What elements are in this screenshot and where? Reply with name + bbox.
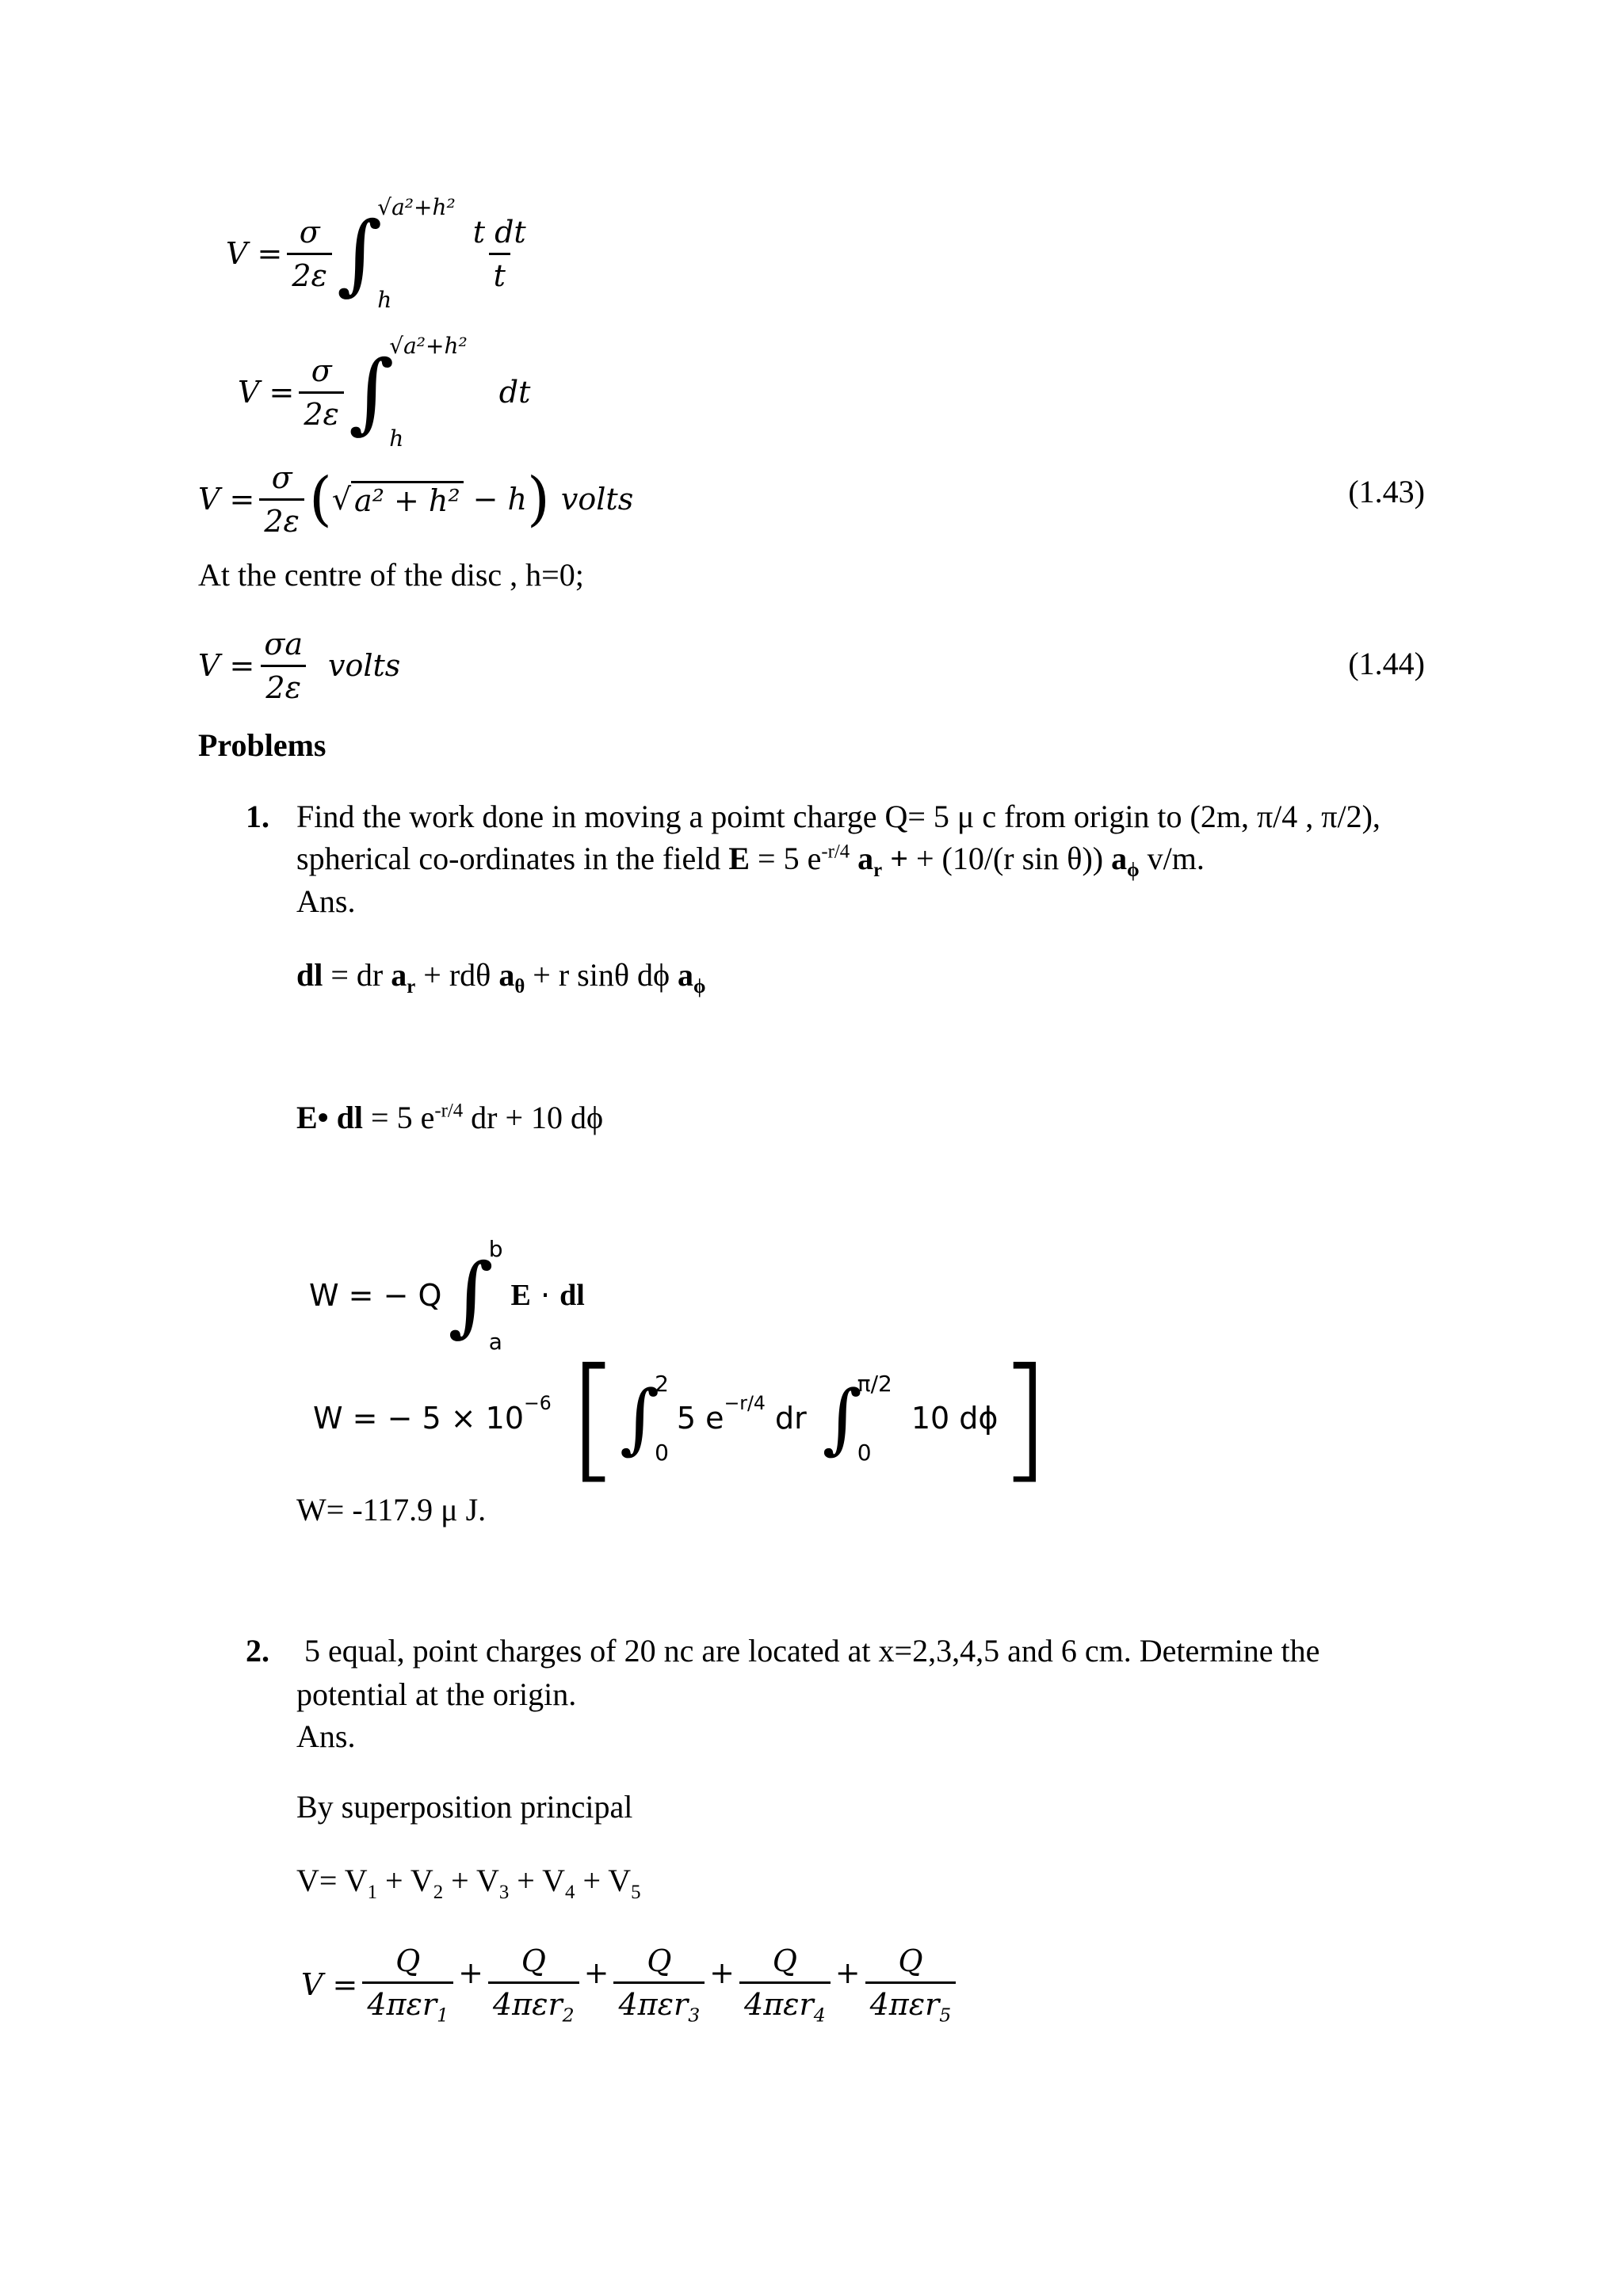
eq4-lhs: V = [198,648,255,683]
eq1-coefficient: $\frac{\sigma}{2\varepsilon}$ [287,215,332,293]
equation-number-1-44: (1.44) [1348,646,1425,681]
eq1-limits: √a²+h² h [377,194,456,313]
eq2-limits: √a²+h² h [389,333,468,452]
centre-text: At the centre of the disc , h=0; [198,557,584,593]
dl-equation: dl = dr $a_r + rd\theta$ $a_\theta + r$ sinθ dϕ $a_\phi$ [296,957,706,997]
potential-sum-equation: V = $\frac{Q}{4\pi\varepsilon r_1}$ + $\frac{Q}{4\pi\varepsilon r_2}$ + $\frac{Q}{4\pi\varepsilon r_3}$ + $\frac{Q}{4\pi\varepsilon r_4}$ + $\frac{Q}{4\pi\varepsilon r_5}$ [301,1933,960,2036]
superposition-text: By superposition principal [296,1789,633,1825]
potential-term-2: $\frac{Q}{4\pi\varepsilon r_2}$ [488,1943,579,2027]
right-paren: ) [527,465,550,533]
eq1-integrand: $\frac{\text{t dt}}{t}$ [472,214,526,293]
potential-term-1: $\frac{Q}{4\pi\varepsilon r_1}$ [362,1943,453,2027]
eq2-coefficient: $\frac{\sigma}{2\varepsilon}$ [299,353,344,432]
problem-2-ans: Ans. [296,1718,356,1754]
problem-1-ans: Ans. [296,883,356,919]
potential-term-5: $\frac{Q}{4\pi\varepsilon r_5}$ [865,1943,957,2027]
equation-4 [198,618,400,713]
eq4-unit: volts [327,648,401,683]
right-bracket: ] [998,1340,1051,1497]
potential-term-4: $\frac{Q}{4\pi\varepsilon r_4}$ [739,1943,831,2027]
work-evaluation: W = − 5 × 10 $^{-6}$ [ ∫ 2 0 5 e $^{-r/4}$ dr ∫ π/2 0 10 dϕ ] [313,1340,1051,1497]
w2-limits-2: π/2 0 [857,1371,892,1466]
eq3-lhs: V = [198,482,255,517]
sum-equation: $V= V_1 + V_2 + V_3 + V_4 + V_5$ [296,1863,641,1903]
integral-sign: ∫ [348,341,395,443]
work-integral: W = − Q ∫ b a E · dl [309,1236,585,1355]
integral-sign: ∫ [448,1245,494,1346]
eq2-integrand: dt [498,375,531,410]
integral-sign: ∫ [822,1374,862,1463]
eq3-sqrt: a² + h² [351,481,464,518]
problem-1-line-2: spherical co-ordinates in the field E = 5 $e^{-r/4}$ $a_r$ + + (10/(r sin θ)) $a_\phi$ v/m. [296,841,1205,881]
problem-1-line-1: Find the work done in moving a poimt charge Q= 5 μ c from origin to (2m, π/4 , π/2), [296,799,1381,834]
equation-3 [198,452,1425,547]
integral-sign: ∫ [336,203,383,304]
integral-sign: ∫ [620,1374,660,1463]
eq3-minus-h: − h [472,482,528,517]
eq3-unit: volts [560,482,634,517]
left-bracket: [ [567,1340,621,1497]
w1-limits: b a [488,1236,503,1355]
w2-limits-1: 2 0 [655,1371,669,1466]
problem-2-number: 2. [246,1633,269,1669]
e-dot-dl-equation: E• dl = 5 $e^{-r/4}$ dr + 10 dϕ [296,1100,604,1135]
left-paren: ( [308,465,332,533]
problems-heading: Problems [198,727,327,763]
equation-number-1-43: (1.43) [1348,474,1425,509]
eq1-lhs: V = [226,236,283,271]
work-result: W= -117.9 μ J. [296,1492,487,1527]
sqrt-sign: √ [331,482,352,517]
equation-2 [238,325,530,460]
eq3-coefficient: $\frac{\sigma}{2\varepsilon}$ [259,460,304,539]
problem-1-number: 1. [246,799,269,834]
problem-2-line-1: 5 equal, point charges of 20 nc are located at x=2,3,4,5 and 6 cm. Determine the [296,1633,1320,1669]
eq4-coefficient: $\frac{\sigma a}{2\varepsilon}$ [259,627,307,705]
problem-2-line-2: potential at the origin. [296,1676,577,1712]
potential-term-3: $\frac{Q}{4\pi\varepsilon r_3}$ [613,1943,705,2027]
equation-1 [226,186,536,321]
eq2-lhs: V = [238,375,295,410]
